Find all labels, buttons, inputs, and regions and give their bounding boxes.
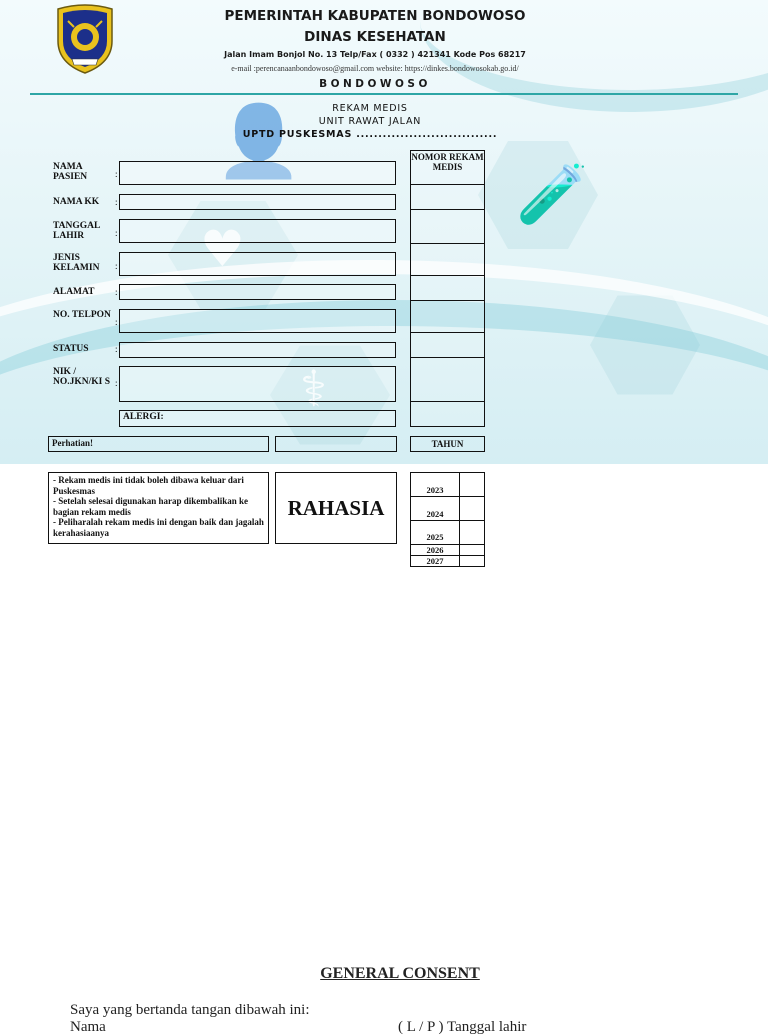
year-check-cell[interactable] bbox=[459, 496, 485, 521]
nomor-rm-cell[interactable] bbox=[410, 184, 485, 210]
tanggal-lahir-field[interactable] bbox=[119, 219, 396, 243]
heart-icon: ♥ bbox=[200, 220, 245, 278]
year-check-cell[interactable] bbox=[459, 520, 485, 545]
colon: : bbox=[115, 261, 118, 271]
nomor-rm-cell[interactable] bbox=[410, 300, 485, 333]
label-nama-kk: NAMA KK bbox=[53, 197, 100, 207]
perhatian-label: Perhatian! bbox=[52, 438, 93, 448]
alergi-label: ALERGI: bbox=[123, 412, 164, 422]
header-contact: e-mail :perencanaanbondowoso@gmail.com website: https://dinkes.bondowosokab.go.id/ bbox=[231, 64, 519, 73]
nomor-rm-cell[interactable] bbox=[410, 357, 485, 402]
subtitle-puskesmas: UPTD PUSKESMAS ................................ bbox=[242, 129, 498, 140]
no-telpon-field[interactable] bbox=[119, 309, 396, 333]
label-status: STATUS bbox=[53, 344, 89, 354]
header-city: BONDOWOSO bbox=[319, 78, 431, 90]
general-consent-line3: ( L / P ) Tanggal lahir bbox=[398, 1019, 527, 1035]
year-label: 2026 bbox=[426, 545, 444, 555]
tahun-label: TAHUN bbox=[431, 439, 464, 449]
label-tanggal-lahir: TANGGAL LAHIR bbox=[53, 221, 100, 241]
nik-field[interactable] bbox=[119, 366, 396, 402]
note-2: - Setelah selesai digunakan harap dikembalikan ke bagian rekam medis bbox=[53, 496, 249, 517]
header-address: Jalan Imam Bonjol No. 13 Telp/Fax ( 0332 ) 421341 Kode Pos 68217 bbox=[224, 50, 526, 59]
nomor-rm-cell[interactable] bbox=[410, 332, 485, 358]
tahun-box bbox=[410, 436, 485, 452]
notes-box bbox=[48, 472, 269, 544]
rahasia-label: RAHASIA bbox=[287, 496, 385, 520]
test-tube-icon: 🧪 bbox=[516, 160, 589, 228]
label-nama-pasien: NAMA PASIEN bbox=[53, 162, 88, 182]
note-1: - Rekam medis ini tidak boleh dibawa keluar dari Puskesmas bbox=[53, 475, 244, 496]
subtitle-unit: UNIT RAWAT JALAN bbox=[318, 116, 422, 127]
stethoscope-icon: ⚕ bbox=[300, 360, 328, 418]
colon: : bbox=[115, 287, 118, 297]
year-cell bbox=[410, 472, 460, 497]
year-cell bbox=[410, 520, 460, 545]
label-nik: NIK / NO.JKN/KI S bbox=[53, 367, 111, 387]
general-consent-line1: Saya yang bertanda tangan dibawah ini: bbox=[70, 1002, 310, 1018]
header-line2: DINAS KESEHATAN bbox=[304, 29, 446, 45]
year-label: 2025 bbox=[426, 532, 444, 542]
header-line1: PEMERINTAH KABUPATEN BONDOWOSO bbox=[224, 8, 526, 24]
colon: : bbox=[115, 317, 118, 327]
nomor-rm-cell[interactable] bbox=[410, 243, 485, 276]
jenis-kelamin-field[interactable] bbox=[119, 252, 396, 276]
alamat-field[interactable] bbox=[119, 284, 396, 300]
colon: : bbox=[115, 228, 118, 238]
person-icon: 👤 bbox=[215, 100, 303, 182]
label-alamat: ALAMAT bbox=[53, 287, 95, 297]
alergi-field[interactable] bbox=[119, 410, 396, 427]
status-field[interactable] bbox=[119, 342, 396, 358]
nomor-rm-cell[interactable] bbox=[410, 209, 485, 244]
general-consent-line2: Nama bbox=[70, 1019, 106, 1035]
blank-box bbox=[275, 436, 397, 452]
year-check-cell[interactable] bbox=[459, 555, 485, 567]
label-no-telpon: NO. TELPON bbox=[53, 310, 111, 320]
logo-emblem-icon bbox=[52, 3, 118, 75]
year-label: 2024 bbox=[426, 509, 444, 519]
year-cell bbox=[410, 496, 460, 521]
year-check-cell[interactable] bbox=[459, 472, 485, 497]
header-divider bbox=[30, 93, 738, 95]
nama-pasien-field[interactable] bbox=[119, 161, 396, 185]
colon: : bbox=[115, 169, 118, 179]
general-consent-title: GENERAL CONSENT bbox=[320, 965, 480, 982]
colon: : bbox=[115, 197, 118, 207]
nomor-rm-cell[interactable] bbox=[410, 401, 485, 427]
note-3: - Peliharalah rekam medis ini dengan baik dan jagalah kerahasiaanya bbox=[53, 517, 264, 538]
subtitle-rekam-medis: REKAM MEDIS bbox=[332, 103, 408, 114]
perhatian-box bbox=[48, 436, 269, 452]
nomor-rm-header bbox=[410, 150, 485, 185]
colon: : bbox=[115, 344, 118, 354]
rahasia-box bbox=[275, 472, 397, 544]
label-jenis-kelamin: JENIS KELAMIN bbox=[53, 253, 100, 273]
year-cell bbox=[410, 555, 460, 567]
colon: : bbox=[115, 378, 118, 388]
nama-kk-field[interactable] bbox=[119, 194, 396, 210]
year-label: 2027 bbox=[426, 556, 444, 566]
nomor-rm-label: NOMOR REKAM MEDIS bbox=[411, 152, 484, 172]
year-label: 2023 bbox=[426, 485, 444, 495]
nomor-rm-cell[interactable] bbox=[410, 275, 485, 301]
